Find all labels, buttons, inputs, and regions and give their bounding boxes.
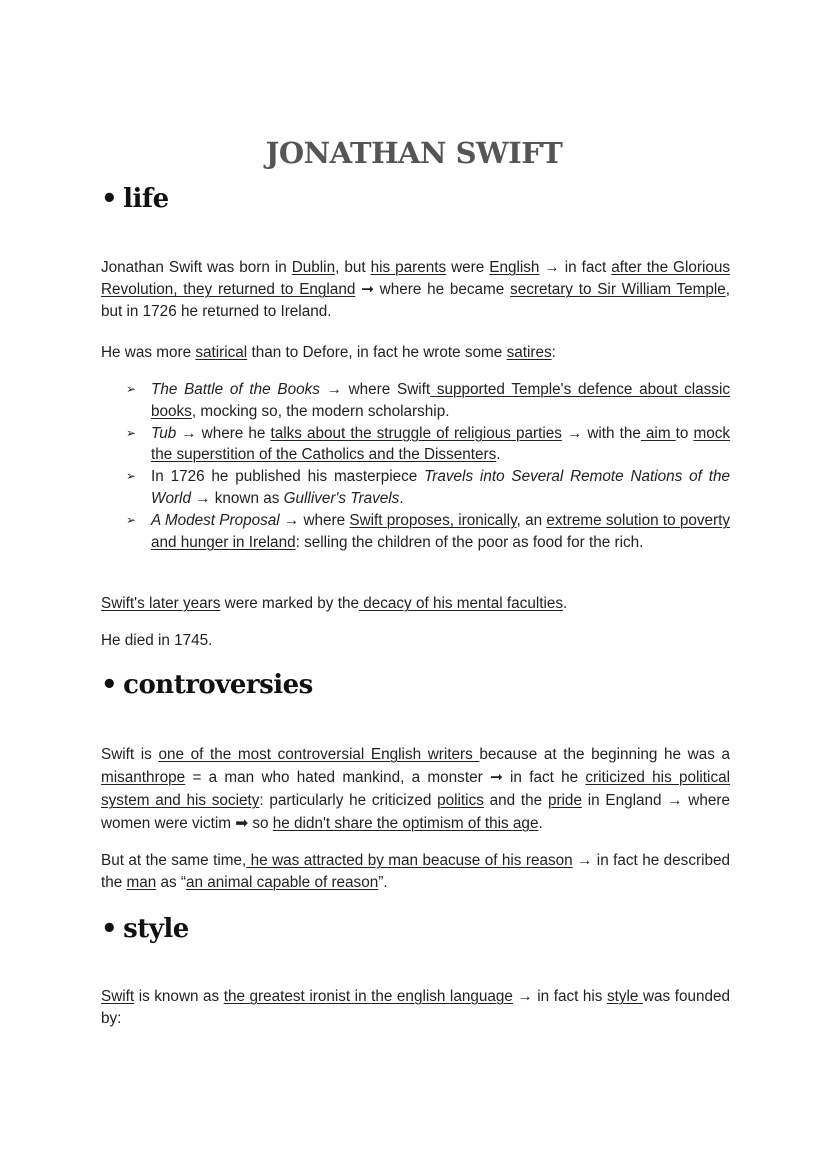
text-run: , an <box>516 511 547 529</box>
text-run: , mocking so, the modern scholarship. <box>191 402 450 420</box>
text-run: as “ <box>156 874 187 892</box>
text-run: In 1726 he published his masterpiece <box>151 468 425 486</box>
text-run: → where <box>279 511 350 529</box>
paragraph-death <box>101 630 730 652</box>
underlined-phrase: Dublin <box>291 259 336 276</box>
text-run: , but in 1726 he returned to Ireland. <box>101 281 730 321</box>
underlined-phrase: pride <box>547 792 582 809</box>
paragraph-later-years <box>101 593 730 615</box>
text-run: , but <box>335 259 371 276</box>
underlined-phrase: an animal capable of reason <box>186 874 379 892</box>
underlined-phrase: decacy of his mental faculties <box>358 595 564 612</box>
section-heading-style <box>101 914 189 944</box>
underlined-phrase: supported Temple's defence about classic books <box>151 381 730 420</box>
text-run: → where he <box>176 424 271 442</box>
underlined-phrase: aim <box>640 424 676 442</box>
underlined-phrase: man <box>126 874 157 892</box>
list-item-text <box>151 468 730 507</box>
underlined-phrase: style <box>606 988 643 1005</box>
text-run: → in fact his <box>512 988 607 1005</box>
paragraph-life-birth <box>101 257 730 324</box>
italic-title: Travels into Several Remote Nations of the World <box>151 468 730 507</box>
italic-title: The Battle of the Books <box>151 381 320 398</box>
text-run: ➞ where he became <box>355 281 511 299</box>
section-heading-controversies <box>101 670 313 700</box>
text-run: to <box>675 424 694 442</box>
text-run: than to Defore, in fact he wrote some <box>247 344 507 361</box>
underlined-phrase: mock the superstition of the Catholics and the Dissenters <box>151 424 731 464</box>
text-run: . <box>563 595 568 612</box>
underlined-phrase: secretary to Sir William Temple <box>510 281 726 299</box>
text-run: → in fact <box>539 259 612 276</box>
underlined-phrase: Swift proposes, ironically <box>349 511 517 529</box>
bullet-icon: • <box>101 914 118 944</box>
text-run: because at the beginning he was a <box>479 746 730 763</box>
arrowhead-bullet-icon: ➢ <box>126 382 137 396</box>
underlined-phrase: criticized his political system and his society <box>101 769 731 809</box>
underlined-phrase: he didn't share the optimism of this age <box>272 815 539 832</box>
paragraph-life-satires <box>101 342 730 364</box>
bullet-icon: • <box>101 184 118 214</box>
text-run: He was more <box>101 344 196 361</box>
text-run: Jonathan Swift was born in <box>101 259 292 276</box>
underlined-phrase: he was attracted by man beacuse of his reason <box>246 852 573 869</box>
text-run: . <box>496 446 501 464</box>
text-run: were <box>446 259 490 276</box>
list-item-modest-proposal <box>101 510 730 554</box>
section-heading-text: life <box>123 184 169 214</box>
underlined-phrase: satirical <box>195 344 248 361</box>
italic-title: Tub <box>151 424 177 442</box>
list-item-gullivers-travels <box>101 466 730 510</box>
paragraph-controversial-writer <box>101 743 730 835</box>
satires-list <box>101 379 730 553</box>
list-item-text <box>151 381 730 420</box>
section-heading-text: style <box>123 914 189 944</box>
list-item-text <box>151 425 730 464</box>
arrowhead-bullet-icon: ➢ <box>126 469 137 484</box>
italic-title: Gulliver's Travels <box>283 489 400 507</box>
underlined-phrase: after the Glorious Revolution, they returned to England <box>101 259 731 299</box>
underlined-phrase: politics <box>437 792 484 809</box>
text-run: → where Swift <box>319 381 431 398</box>
text-run: . <box>538 815 543 832</box>
text-run: ”. <box>378 874 388 892</box>
paragraph-greatest-ironist <box>101 986 730 1030</box>
text-run: Swift is <box>101 746 159 763</box>
paragraph-attracted-by-reason <box>101 850 730 894</box>
text-run: was founded by: <box>101 988 731 1028</box>
text-run: = a man who hated mankind, a monster ➞ in fact he <box>185 769 586 786</box>
text-run: : selling the children of the poor as food for the rich. <box>295 533 644 551</box>
underlined-phrase: one of the most controversial English writers <box>158 746 480 763</box>
section-heading-text: controversies <box>123 670 313 700</box>
list-item-battle-of-books <box>101 379 730 423</box>
section-heading-life <box>101 184 169 214</box>
text-run: in England → where women were victim ➡ so <box>101 792 730 832</box>
list-item-tub <box>101 423 730 467</box>
underlined-phrase: extreme solution to poverty and hunger in Ireland <box>151 511 731 551</box>
document-title: JONATHAN SWIFT <box>265 136 563 170</box>
text-run: : <box>551 344 556 361</box>
list-item-text <box>151 512 730 551</box>
bullet-icon: • <box>101 670 118 700</box>
arrowhead-bullet-icon: ➢ <box>126 512 137 527</box>
underlined-phrase: talks about the struggle of religious parties <box>270 424 562 442</box>
text-run: But at the same time, <box>101 852 247 869</box>
text-run: → known as <box>190 489 284 507</box>
text-run: → in fact he described the <box>101 852 730 892</box>
underlined-phrase: his parents <box>370 259 447 276</box>
underlined-phrase: English <box>489 259 540 276</box>
text-run: → with the <box>561 424 641 442</box>
text-run: is known as <box>134 988 224 1005</box>
text-run: . <box>399 489 404 507</box>
underlined-phrase: the greatest ironist in the english language <box>223 988 513 1005</box>
text-run: were marked by the <box>220 595 359 612</box>
arrowhead-bullet-icon: ➢ <box>126 425 137 440</box>
underlined-phrase: Swift <box>101 988 135 1005</box>
text-run: He died in 1745. <box>101 632 213 649</box>
text-run: : particularly he criticized <box>259 792 438 809</box>
underlined-phrase: Swift's later years <box>101 595 221 612</box>
underlined-phrase: misanthrope <box>101 769 186 786</box>
italic-title: A Modest Proposal <box>151 511 280 529</box>
underlined-phrase: satires <box>506 344 552 361</box>
text-run: and the <box>483 792 548 809</box>
